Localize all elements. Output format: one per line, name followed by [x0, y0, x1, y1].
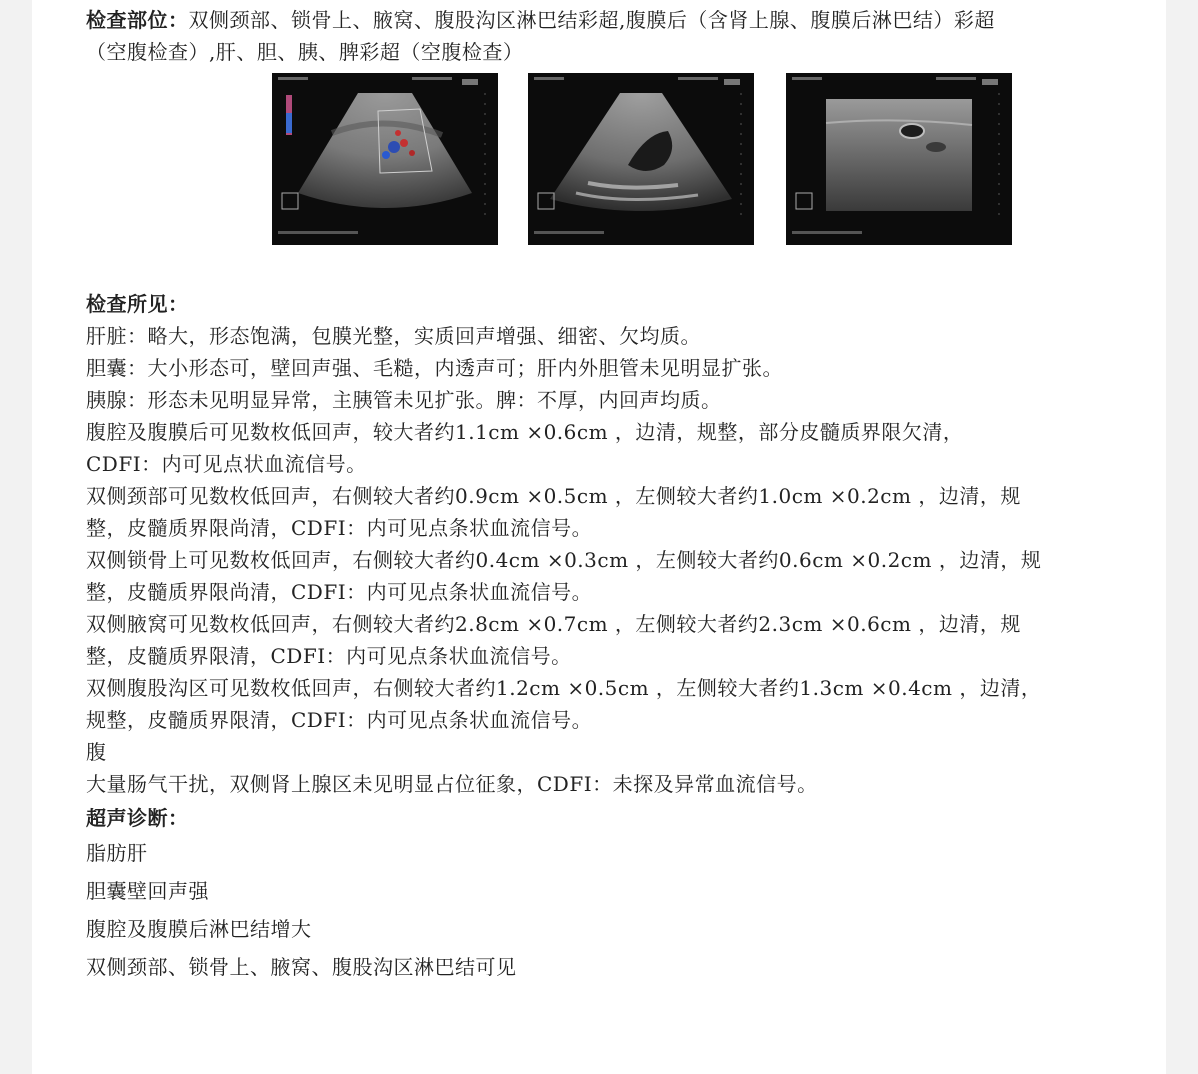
finding-line: 胆囊：大小形态可，壁回声强、毛糙，内透声可；肝内外胆管未见明显扩张。 — [86, 356, 783, 380]
exam-site-line-2: （空腹检查）,肝、胆、胰、脾彩超（空腹检查） — [86, 40, 524, 64]
diagnosis-item: 双侧颈部、锁骨上、腋窝、腹股沟区淋巴结可见 — [86, 955, 517, 979]
liver-doppler-image — [272, 73, 498, 245]
ultrasound-images — [272, 73, 1032, 245]
exam-site-line-1 — [86, 4, 1126, 36]
finding-line: 整，皮髓质界限清，CDFI：内可见点条状血流信号。 — [86, 644, 572, 668]
finding-line: 双侧锁骨上可见数枚低回声，右侧较大者约0.4cm ×0.3cm ，左侧较大者约0.6cm ×0.2cm ，边清，规 — [86, 548, 1042, 572]
exam-site-label: 检查部位： — [86, 8, 189, 32]
finding-line: 整，皮髓质界限尚清，CDFI：内可见点条状血流信号。 — [86, 580, 593, 604]
diagnosis-item: 脂肪肝 — [86, 841, 148, 865]
finding-line: 大量肠气干扰，双侧肾上腺区未见明显占位征象，CDFI：未探及异常血流信号。 — [86, 772, 818, 796]
finding-line: 腹腔及腹膜后可见数枚低回声，较大者约1.1cm ×0.6cm ，边清，规整，部分皮髓质界限欠清， — [86, 420, 964, 444]
finding-line: 双侧腋窝可见数枚低回声，右侧较大者约2.8cm ×0.7cm ，左侧较大者约2.3cm ×0.6cm ，边清，规 — [86, 612, 1021, 636]
finding-line: 胰腺：形态未见明显异常，主胰管未见扩张。脾：不厚，内回声均质。 — [86, 388, 722, 412]
diagnosis-section — [86, 802, 1126, 986]
diagnosis-item: 腹腔及腹膜后淋巴结增大 — [86, 917, 312, 941]
finding-line: 双侧腹股沟区可见数枚低回声，右侧较大者约1.2cm ×0.5cm ，左侧较大者约1.3cm ×0.4cm ，边清， — [86, 676, 1042, 700]
diagnosis-item: 胆囊壁回声强 — [86, 879, 209, 903]
finding-line: 规整，皮髓质界限清，CDFI：内可见点条状血流信号。 — [86, 708, 593, 732]
exam-site-text: 双侧颈部、锁骨上、腋窝、腹股沟区淋巴结彩超,腹膜后（含肾上腺、腹膜后淋巴结）彩超 — [188, 8, 995, 32]
report-page — [32, 0, 1166, 1074]
finding-line: 腹 — [86, 740, 107, 764]
lymph-node-image — [786, 73, 1012, 245]
gallbladder-image — [528, 73, 754, 245]
finding-line: 肝脏：略大，形态饱满，包膜光整，实质回声增强、细密、欠均质。 — [86, 324, 701, 348]
findings-title: 检查所见： — [86, 292, 189, 316]
finding-line: 双侧颈部可见数枚低回声，右侧较大者约0.9cm ×0.5cm ，左侧较大者约1.0cm ×0.2cm ，边清，规 — [86, 484, 1021, 508]
findings-section — [86, 288, 1126, 800]
finding-line: CDFI：内可见点状血流信号。 — [86, 452, 367, 476]
diagnosis-title: 超声诊断： — [86, 806, 189, 830]
exam-site-section — [86, 4, 1126, 68]
finding-line: 整，皮髓质界限尚清，CDFI：内可见点条状血流信号。 — [86, 516, 593, 540]
